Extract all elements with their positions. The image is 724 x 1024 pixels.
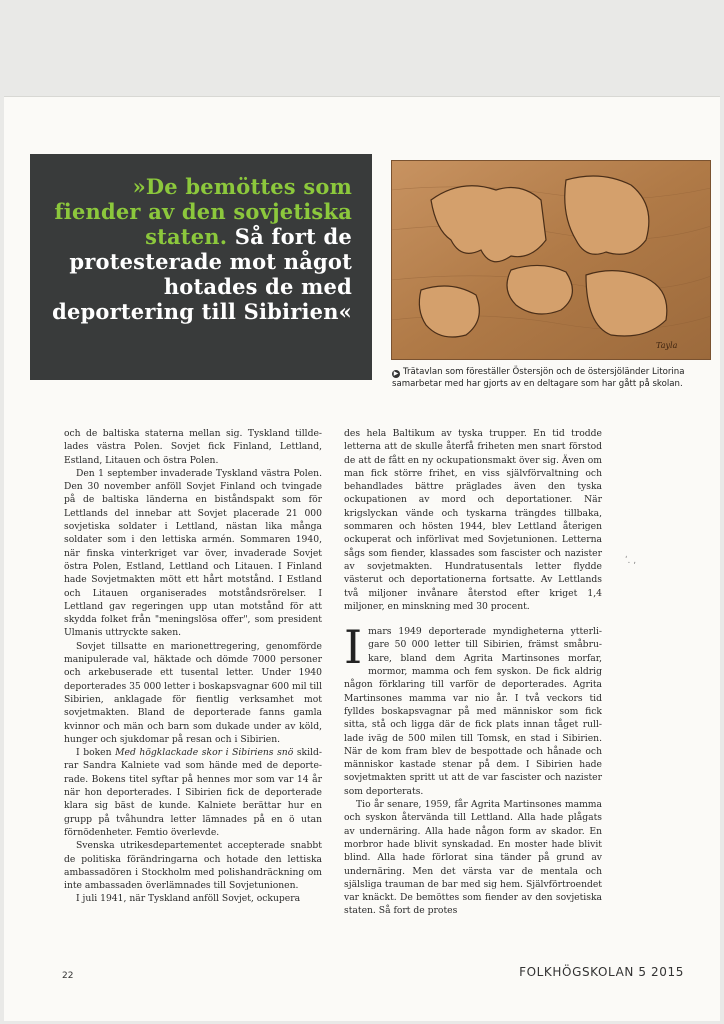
article-column-2 bbox=[344, 427, 602, 918]
paragraph: I juli 1941, när Tyskland anföll Sovjet, ockupera bbox=[76, 893, 301, 905]
paragraph bbox=[344, 620, 602, 798]
image-caption bbox=[392, 366, 714, 390]
pull-quote bbox=[46, 174, 352, 324]
magazine-footer: FOLKHÖGSKOLAN 5 2015 bbox=[519, 965, 684, 979]
paragraph bbox=[64, 746, 322, 839]
book-title: Med högklackade skor i Sibiriens snö bbox=[115, 747, 294, 759]
text-span: skildrar Sandra Kalniete vad som hände med de deporterade. Bokens titel syftar på hennes mor som var 14 år när hon deporterades. I Sibirien fick de deporterade klara sig bäst de kunde. Kalniete berättar hur en grupp på tvåhundra letter lämnades på en ö utan förnödenheter. Femtio överlevde. bbox=[64, 747, 322, 838]
paragraph: Svenska utrikesdepartementet accepterade snabbt de politiska förändringarna och hotade den lettiska ambassadören i Stockholm med polishandräckning om inte ambassaden överlämnades till Sovjetunionen. bbox=[64, 840, 322, 892]
paragraph: Sovjet tillsatte en marionettregering, genomförde manipulerade val, häktade och dömde 7000 personer och arkebuserade ett tusental letter. Under 1940 deporterades 35 000 letter i boskapsvagnar 600 mil till Sibirien, anklagade för fientlig verksamhet mot sovjetmakten. Bland de deporterade fanns gamla kvinnor och män och barn som dukade under av köld, hunger och sjukdomar på resan och i Sibirien. bbox=[64, 640, 323, 745]
caption-bullet-icon: ▶ bbox=[393, 370, 399, 377]
text-span: I boken bbox=[76, 747, 116, 759]
paragraph: Den 1 september invaderade Tyskland västra Polen. Den 30 november anföll Sovjet Finland och tvingade på de baltiska länderna en biståndspakt som för Lettlands del innebar att Sovjet placerade 21 000 sovjetiska soldater i Lettland, nästan lika många soldater som i den lettiska armén. Sommaren 1940, när finska vinterkriget var över, invaderade Sovjet östra Polen, Estland, Lettland och Litauen. I Finland hade Sovjetmakten mött ett hårt motstånd. I Estland och Litauen organiserades motståndsrörelser. I Lettland gav regeringen upp utan motstånd för att skydda folket från "meningslösa offer", som president Ulmanis uttryckte saken. bbox=[64, 467, 322, 639]
drop-cap: I bbox=[344, 620, 363, 675]
paragraph: des hela Baltikum av tyska trupper. En tid trodde letterna att de skulle återfå friheten men snart förstod de att de fått en ny ockupationsmakt över sig. Även om man fick större frihet, en viss självförvaltning och behandlades bättre präglades även den tyska ockupationen av mord och deportationer. När krigslyckan vände och tyskarna trängdes tillbaka, sommaren och hösten 1944, blev Lettland återigen ockuperat och införlivat med Sovjetunionen. Letterna sågs som fiender, klassades som fascister och nazister av sovjetmakten. Hundratusentals letter flydde västerut och deportationerna fortsatte. Av Lettlands två miljoner invånare återstod efter kriget 1,4 miljoner, en minskning med 30 procent. bbox=[344, 428, 602, 612]
pencil-mark: ʹ. , bbox=[625, 556, 637, 566]
paragraph: och de baltiska staterna mellan sig. Tyskland tilldelades västra Polen. Sovjet fick Finland, Lettland, Estland, Litauen och östra Polen. bbox=[64, 428, 322, 466]
pull-quote-white: Så fort de protesterade mot något hotades de med deportering till Sibirien« bbox=[52, 224, 352, 324]
caption-text: Trätavlan som föreställer Östersjön och de östersjöländer Litorina samarbetar med har gjorts av en deltagare som har gått på skolan. bbox=[392, 367, 685, 389]
svg-text:Tayla: Tayla bbox=[656, 341, 678, 350]
pull-quote-box bbox=[30, 154, 372, 380]
article-column-1 bbox=[64, 427, 322, 906]
page-number: 22 bbox=[62, 971, 74, 981]
text-span: mars 1949 deporterade myndigheterna ytterligare 50 000 letter till Sibirien, främst småbrukare, bland dem Agrita Martinsones morfar, mormor, mamma och fem syskon. De fick aldrig någon förklaring till varför de deporterades. Agrita Martinsones mamma var nio år. I två veckors tid fylldes boskapsvagnar på med människor som fick sitta, stå och ligga där de fick plats innan tåget rulllade iväg de 500 milen till Tomsk, en stad i Sibirien. När de kom fram blev de bespottade och hånade och människor kastade stenar på dem. I Sibirien hade sovjetmakten spritt ut att de var fascister och nazister som deporterats. bbox=[344, 626, 602, 797]
pull-quote-green: »De bemöttes som fiender av den sovjetiska staten. bbox=[54, 174, 352, 249]
paragraph: Tio år senare, 1959, får Agrita Martinsones mamma och syskon återvända till Lettland. Alla hade plågats av undernäring. Alla hade någon form av skador. En morbror hade blivit synskadad. En moster hade blivit blind. Alla hade förlorat sina tänder på grund av undernäring. Men det värsta var de mentala och själsliga trauman de bar med sig hem. Självförtroendet var knäckt. De bemöttes som fiender av den sovjetiska staten. Så fort de protes bbox=[344, 799, 602, 917]
wooden-map-image bbox=[391, 160, 711, 360]
